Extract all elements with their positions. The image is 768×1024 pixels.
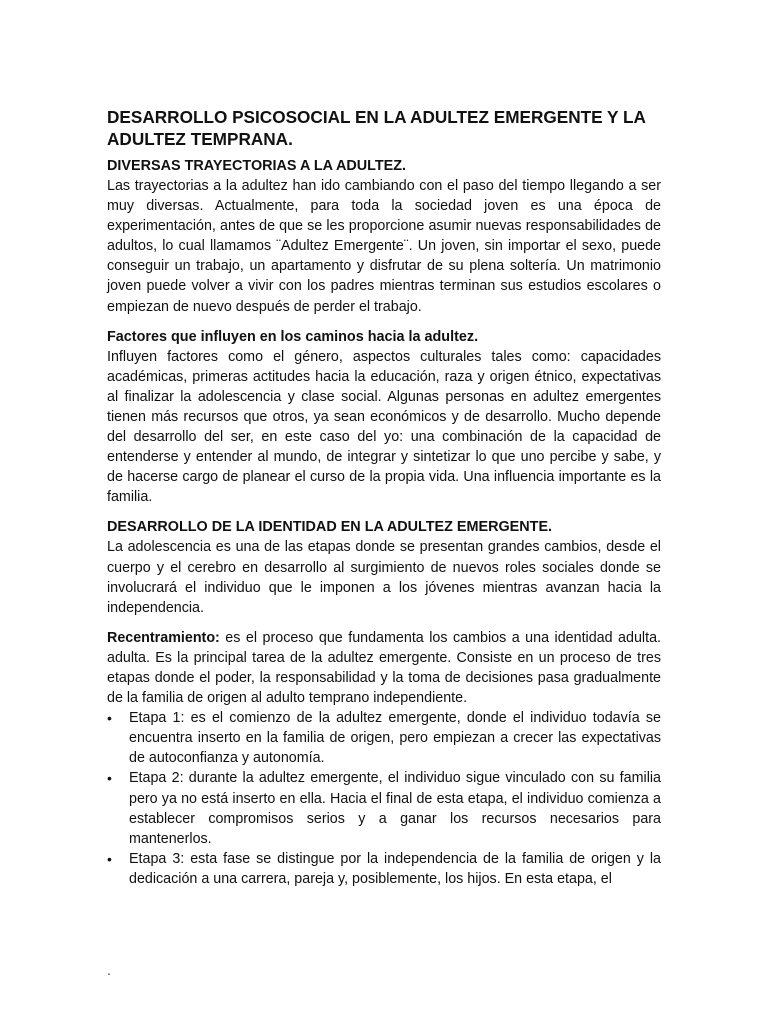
list-item-etapa-1 xyxy=(107,708,661,768)
paragraph-trayectorias: Las trayectorias a la adultez han ido cambiando con el paso del tiempo llegando a ser muy diversas. Actualmente, para toda la sociedad joven es una época de experimentación, antes de que se les proporcione asumir nuevas responsabilidades de adultos, lo cual llamamos ¨Adultez Emergente¨. Un joven, sin importar el sexo, puede conseguir un trabajo, un apartamento y disfrutar de su plena soltería. Un matrimonio joven puede volver a vivir con los padres mientras terminan sus estudios escolares o empiezan de nuevo después de perder el trabajo. xyxy=(107,178,661,315)
document-title: DESARROLLO PSICOSOCIAL EN LA ADULTEZ EMERGENTE Y LA ADULTEZ TEMPRANA. xyxy=(107,107,646,149)
section-heading-trayectorias: DIVERSAS TRAYECTORIAS A LA ADULTEZ. xyxy=(107,158,407,174)
paragraph-identidad: La adolescencia es una de las etapas donde se presentan grandes cambios, desde el cuerpo y el cerebro en desarrollo al surgimiento de nuevos roles sociales donde se involucrará el individuo que le imponen a los jóvenes mientras avanzan hacia la independencia. xyxy=(107,539,661,616)
document-page xyxy=(107,106,661,889)
etapas-list xyxy=(107,708,661,889)
etapa-1-text: Etapa 1: es el comienzo de la adultez emergente, donde el individuo todavía se encuentra inserto en la familia de origen, pero empiezan a crecer las expectativas de autoconfianza y autonomía. xyxy=(129,710,661,767)
section-heading-identidad: DESARROLLO DE LA IDENTIDAD EN LA ADULTEZ EMERGENTE. xyxy=(107,519,553,536)
section-heading-factores: Factores que influyen en los caminos hacia la adultez. xyxy=(107,328,479,345)
etapa-2-text: Etapa 2: durante la adultez emergente, el individuo sigue vinculado con su familia pero ya no está inserto en ella. Hacia el final de esta etapa, el individuo comienza a establecer compromisos serios y a ganar los recursos necesarios para mantenerlos. xyxy=(129,770,661,847)
page-footer-mark: . xyxy=(107,962,111,978)
term-recentramiento: Recentramiento: xyxy=(107,629,220,646)
bullet-icon: • xyxy=(107,710,112,727)
bullet-icon: • xyxy=(107,850,112,867)
list-item-etapa-2 xyxy=(107,768,661,848)
recentramiento-definition: es el proceso que fundamenta los cambios a una identidad adulta. adulta. Es la principal tarea de la adultez emergente. Consiste en un proceso de tres etapas donde el poder, la responsabilidad y la toma de decisiones pasa gradualmente de la familia de origen al adulto temprano independiente. xyxy=(107,629,661,707)
list-item-etapa-3 xyxy=(107,849,661,889)
paragraph-factores: Influyen factores como el género, aspectos culturales tales como: capacidades académicas, primeras actitudes hacia la educación, raza y origen étnico, expectativas al finalizar la adolescencia y clase social. Algunas personas en adultez emergentes tienen más recursos que otros, ya sean económicos y de desarrollo. Mucho depende del desarrollo del ser, en este caso del yo: una combinación de la capacidad de entenderse y entender al mundo, de integrar y sintetizar lo que uno percibe y sabe, y de hacerse cargo de planear el curso de la propia vida. Una influencia importante es la familia. xyxy=(107,348,661,506)
paragraph-recentramiento xyxy=(107,628,661,708)
etapa-3-text: Etapa 3: esta fase se distingue por la independencia de la familia de origen y la dedicación a una carrera, pareja y, posiblemente, los hijos. En esta etapa, el xyxy=(129,850,661,887)
bullet-icon: • xyxy=(107,770,112,787)
